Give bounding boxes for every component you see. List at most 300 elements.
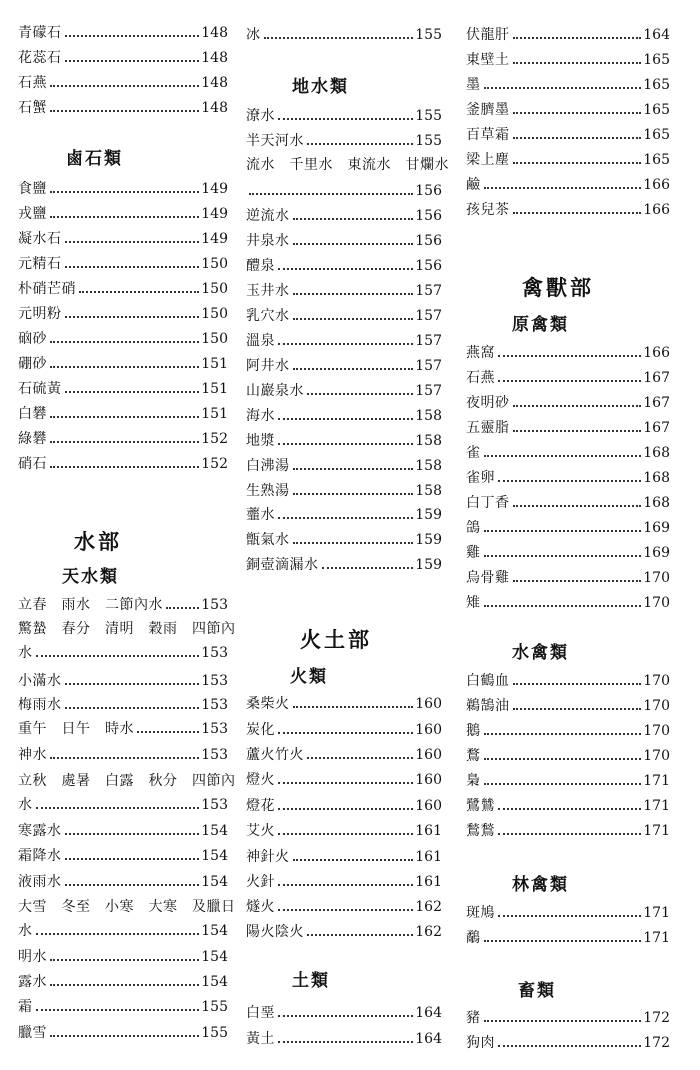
page-number: 169 — [643, 520, 670, 536]
entry-name: 鶩 — [466, 748, 481, 764]
entry-name: 玉井水 — [246, 283, 290, 299]
dot-leader — [307, 143, 413, 145]
entry-name: 艾火 — [246, 823, 275, 839]
page-number: 162 — [415, 899, 442, 915]
page-number: 157 — [415, 383, 442, 399]
page-number: 158 — [415, 458, 442, 474]
index-entry — [246, 867, 442, 891]
page-number: 161 — [415, 823, 442, 839]
page-number: 167 — [643, 395, 670, 411]
index-entry — [246, 765, 442, 789]
entry-name: 斑鳩 — [466, 905, 495, 921]
page-number: 150 — [201, 306, 228, 322]
dot-leader — [50, 341, 199, 343]
index-entry — [466, 716, 670, 740]
entry-name: 五靈脂 — [466, 420, 510, 436]
index-entry — [466, 563, 670, 587]
entry-name: 釜臍墨 — [466, 102, 510, 118]
dot-leader — [166, 607, 199, 609]
entry-name: 白堊 — [246, 1005, 275, 1021]
dot-leader — [293, 468, 414, 470]
page-number: 149 — [201, 206, 228, 222]
dot-leader — [513, 580, 642, 582]
dot-leader — [278, 884, 413, 886]
index-entry — [466, 538, 670, 562]
page-number: 161 — [415, 849, 442, 865]
index-entry — [18, 690, 228, 714]
page-number: 155 — [201, 999, 228, 1015]
entry-name: 百草霜 — [466, 127, 510, 143]
page-number: 153 — [201, 797, 228, 813]
subsection-heading: 火類 — [290, 667, 328, 687]
page-number: 160 — [415, 696, 442, 712]
index-entry — [466, 766, 670, 790]
dot-leader — [513, 112, 642, 114]
dot-leader — [484, 758, 642, 760]
entry-text-line: 大雪 冬至 小寒 大寒 及臘日 — [18, 899, 236, 915]
page-number: 157 — [415, 333, 442, 349]
page-number: 164 — [415, 1005, 442, 1021]
subsection-heading: 原禽類 — [512, 315, 569, 335]
dot-leader — [65, 833, 200, 835]
page-number: 160 — [415, 772, 442, 788]
page-number: 156 — [415, 208, 442, 224]
page-number: 148 — [201, 50, 228, 66]
dot-leader — [484, 87, 642, 89]
entry-name: 孩兒茶 — [466, 202, 510, 218]
index-entry — [246, 740, 442, 764]
page-number: 149 — [201, 231, 228, 247]
entry-name: 立春 雨水 二節內水 — [18, 597, 163, 613]
page-number: 171 — [643, 930, 670, 946]
page-number: 154 — [201, 823, 228, 839]
dot-leader — [484, 605, 642, 607]
dot-leader — [278, 418, 413, 420]
index-entry — [18, 424, 228, 448]
dot-leader — [293, 243, 414, 245]
index-entry — [18, 324, 228, 348]
dot-leader — [50, 416, 199, 418]
index-entry — [466, 1003, 670, 1027]
entry-name: 虀水 — [246, 507, 275, 523]
entry-name: 硇砂 — [18, 331, 47, 347]
entry-name: 水 — [18, 645, 33, 661]
index-entry — [246, 791, 442, 815]
dot-leader — [36, 933, 200, 935]
index-entry — [18, 249, 228, 273]
page-number: 166 — [643, 202, 670, 218]
dot-leader — [293, 293, 414, 295]
entry-name: 鵜鵠油 — [466, 698, 510, 714]
index-entry — [18, 666, 228, 690]
index-entry — [18, 1018, 228, 1042]
entry-name: 白丁香 — [466, 495, 510, 511]
entry-name: 白礬 — [18, 406, 47, 422]
dot-leader — [278, 909, 413, 911]
page-number: 162 — [415, 924, 442, 940]
index-entry — [246, 892, 442, 916]
entry-text-line: 流水 千里水 東流水 甘爛水 — [246, 157, 449, 173]
index-entry — [18, 967, 228, 991]
dot-leader — [484, 1020, 642, 1022]
dot-leader — [484, 187, 642, 189]
entry-name: 石燕 — [466, 370, 495, 386]
page-number: 151 — [201, 356, 228, 372]
entry-name: 陽火陰火 — [246, 924, 304, 940]
page-number: 171 — [643, 798, 670, 814]
page-number: 172 — [643, 1035, 670, 1051]
entry-name: 凝水石 — [18, 231, 62, 247]
page-number: 154 — [201, 848, 228, 864]
entry-name: 寒露水 — [18, 823, 62, 839]
page-number: 154 — [201, 974, 228, 990]
page-number: 170 — [643, 570, 670, 586]
index-entry — [246, 301, 442, 325]
page-number: 170 — [643, 698, 670, 714]
page-number: 156 — [415, 258, 442, 274]
index-entry — [18, 68, 228, 92]
subsection-heading: 林禽類 — [512, 875, 569, 895]
dot-leader — [36, 807, 200, 809]
dot-leader — [293, 706, 414, 708]
page-number: 154 — [201, 874, 228, 890]
index-entry — [246, 500, 442, 524]
entry-name: 溫泉 — [246, 333, 275, 349]
page-number: 170 — [643, 595, 670, 611]
index-entry — [246, 525, 442, 549]
page-number: 165 — [643, 127, 670, 143]
dot-leader — [50, 757, 199, 759]
page-number: 148 — [201, 25, 228, 41]
entry-name: 炭化 — [246, 722, 275, 738]
entry-name: 液雨水 — [18, 874, 62, 890]
page-number: 149 — [201, 181, 228, 197]
entry-name: 霜降水 — [18, 848, 62, 864]
dot-leader — [513, 430, 642, 432]
index-entry — [18, 916, 228, 940]
index-entry — [18, 590, 228, 614]
entry-name: 戎鹽 — [18, 206, 47, 222]
index-entry — [246, 201, 442, 225]
entry-name: 烏骨雞 — [466, 570, 510, 586]
index-entry — [246, 426, 442, 450]
dot-leader — [513, 62, 642, 64]
page-number: 153 — [201, 721, 228, 737]
index-entry — [246, 376, 442, 400]
dot-leader — [50, 959, 199, 961]
subsection-heading: 畜類 — [518, 981, 556, 1001]
dot-leader — [278, 1015, 413, 1017]
dot-leader — [50, 1035, 199, 1037]
entry-name: 露水 — [18, 974, 47, 990]
entry-name: 半天河水 — [246, 133, 304, 149]
dot-leader — [278, 517, 413, 519]
page-number: 170 — [643, 748, 670, 764]
dot-leader — [278, 1041, 413, 1043]
dot-leader — [50, 110, 199, 112]
index-entry — [246, 101, 442, 125]
index-entry — [466, 145, 670, 169]
page-number: 168 — [643, 445, 670, 461]
section-heading: 水部 — [74, 529, 122, 554]
index-entry — [246, 176, 442, 200]
index-entry — [18, 841, 228, 865]
dot-leader — [65, 707, 200, 709]
index-entry — [466, 513, 670, 537]
entry-name: 水 — [18, 923, 33, 939]
entry-name: 神水 — [18, 747, 47, 763]
section-heading: 禽獸部 — [522, 275, 594, 300]
entry-name: 雀 — [466, 445, 481, 461]
index-entry — [466, 741, 670, 765]
index-entry — [466, 588, 670, 612]
index-entry — [18, 93, 228, 117]
page-number: 156 — [415, 233, 442, 249]
dot-leader — [307, 934, 413, 936]
entry-name: 山巖泉水 — [246, 383, 304, 399]
page-number: 158 — [415, 483, 442, 499]
page-number: 159 — [415, 532, 442, 548]
page-number: 157 — [415, 358, 442, 374]
dot-leader — [498, 1045, 641, 1047]
entry-name: 蘆火竹火 — [246, 747, 304, 763]
index-entry — [18, 449, 228, 473]
index-entry — [466, 898, 670, 922]
page-number: 155 — [415, 108, 442, 124]
entry-name: 神針火 — [246, 849, 290, 865]
entry-name: 小滿水 — [18, 673, 62, 689]
page-number: 171 — [643, 823, 670, 839]
dot-leader — [484, 783, 642, 785]
index-entry — [466, 816, 670, 840]
dot-leader — [50, 366, 199, 368]
page-number: 166 — [643, 345, 670, 361]
index-entry — [466, 95, 670, 119]
dot-leader — [484, 555, 642, 557]
dot-leader — [278, 833, 413, 835]
dot-leader — [513, 212, 642, 214]
dot-leader — [65, 60, 200, 62]
index-entry — [18, 199, 228, 223]
entry-name: 燕窩 — [466, 345, 495, 361]
entry-name: 硼砂 — [18, 356, 47, 372]
dot-leader — [513, 405, 642, 407]
dot-leader — [513, 505, 642, 507]
entry-name: 雞 — [466, 545, 481, 561]
dot-leader — [36, 655, 200, 657]
page-number: 157 — [415, 308, 442, 324]
entry-name: 青礞石 — [18, 25, 62, 41]
entry-name: 狗肉 — [466, 1035, 495, 1051]
subsection-heading: 土類 — [292, 971, 330, 991]
dot-leader — [513, 137, 642, 139]
entry-name: 元明粉 — [18, 306, 62, 322]
index-entry — [246, 20, 442, 44]
index-entry — [246, 226, 442, 250]
page-number: 155 — [415, 133, 442, 149]
index-entry — [466, 1028, 670, 1052]
dot-leader — [513, 708, 642, 710]
page-number: 170 — [643, 723, 670, 739]
page-number: 160 — [415, 798, 442, 814]
page-number: 154 — [201, 949, 228, 965]
dot-leader — [293, 218, 414, 220]
dot-leader — [50, 216, 199, 218]
entry-name: 水 — [18, 797, 33, 813]
dot-leader — [278, 732, 413, 734]
dot-leader — [50, 984, 199, 986]
page-number: 153 — [201, 697, 228, 713]
dot-leader — [65, 35, 200, 37]
dot-leader — [484, 733, 642, 735]
page-number: 156 — [415, 183, 442, 199]
dot-leader — [278, 443, 413, 445]
index-entry — [246, 251, 442, 275]
index-entry — [18, 174, 228, 198]
page-number: 171 — [643, 905, 670, 921]
entry-name: 綠礬 — [18, 431, 47, 447]
dot-leader — [50, 466, 199, 468]
entry-text-line: 立秋 處暑 白露 秋分 四節內 — [18, 773, 236, 789]
index-entry — [18, 740, 228, 764]
entry-name: 醴泉 — [246, 258, 275, 274]
index-entry — [246, 917, 442, 941]
entry-name: 伏龍肝 — [466, 27, 510, 43]
page-number: 165 — [643, 77, 670, 93]
page-number: 164 — [415, 1031, 442, 1047]
entry-name: 冰 — [246, 27, 261, 43]
entry-name: 鶖鶖 — [466, 823, 495, 839]
index-entry — [466, 338, 670, 362]
page-number: 151 — [201, 406, 228, 422]
dot-leader — [498, 380, 641, 382]
entry-text-line: 驚蟄 春分 清明 穀雨 四節內 — [18, 621, 236, 637]
index-entry — [246, 276, 442, 300]
page-number: 158 — [415, 433, 442, 449]
entry-name: 生熟湯 — [246, 483, 290, 499]
page-number: 160 — [415, 747, 442, 763]
page-number: 159 — [415, 557, 442, 573]
entry-name: 火針 — [246, 874, 275, 890]
index-entry — [246, 998, 442, 1022]
page-number: 171 — [643, 773, 670, 789]
entry-name: 鷺鷥 — [466, 798, 495, 814]
section-heading: 火土部 — [300, 627, 372, 652]
entry-name: 逆流水 — [246, 208, 290, 224]
index-entry — [466, 413, 670, 437]
entry-name: 夜明砂 — [466, 395, 510, 411]
entry-name: 石蟹 — [18, 100, 47, 116]
entry-name: 鴿 — [466, 520, 481, 536]
dot-leader — [249, 193, 413, 195]
dot-leader — [513, 162, 642, 164]
page-number: 153 — [201, 747, 228, 763]
entry-name: 鵝 — [466, 723, 481, 739]
page-number: 150 — [201, 281, 228, 297]
entry-name: 明水 — [18, 949, 47, 965]
index-entry — [18, 299, 228, 323]
page-number: 169 — [643, 545, 670, 561]
index-entry — [246, 476, 442, 500]
dot-leader — [65, 241, 200, 243]
dot-leader — [513, 37, 642, 39]
page-number: 168 — [643, 470, 670, 486]
entry-name: 乳穴水 — [246, 308, 290, 324]
entry-name: 梅雨水 — [18, 697, 62, 713]
dot-leader — [137, 731, 199, 733]
dot-leader — [50, 191, 199, 193]
entry-name: 白沸湯 — [246, 458, 290, 474]
dot-leader — [278, 782, 413, 784]
dot-leader — [484, 940, 642, 942]
entry-name: 雀卵 — [466, 470, 495, 486]
dot-leader — [484, 455, 642, 457]
index-entry — [466, 923, 670, 947]
entry-name: 霜 — [18, 999, 33, 1015]
entry-name: 豬 — [466, 1010, 481, 1026]
index-entry — [18, 274, 228, 298]
index-entry — [466, 388, 670, 412]
index-entry — [18, 224, 228, 248]
subsection-heading: 鹵石類 — [66, 149, 123, 169]
index-entry — [466, 20, 670, 44]
index-entry — [18, 349, 228, 373]
dot-leader — [498, 355, 641, 357]
dot-leader — [322, 567, 414, 569]
page-number: 170 — [643, 673, 670, 689]
page-number: 153 — [201, 645, 228, 661]
entry-name: 地漿 — [246, 433, 275, 449]
page-number: 159 — [415, 507, 442, 523]
page-number: 152 — [201, 456, 228, 472]
index-entry — [18, 399, 228, 423]
index-entry — [18, 816, 228, 840]
page-number: 153 — [201, 673, 228, 689]
index-entry — [246, 816, 442, 840]
index-entry — [466, 791, 670, 815]
dot-leader — [307, 393, 413, 395]
index-entry — [246, 689, 442, 713]
page-number: 158 — [415, 408, 442, 424]
dot-leader — [278, 808, 413, 810]
page-number: 165 — [643, 152, 670, 168]
page-number: 165 — [643, 102, 670, 118]
index-entry — [18, 714, 228, 738]
page-number: 148 — [201, 100, 228, 116]
index-entry — [466, 438, 670, 462]
index-entry — [466, 488, 670, 512]
page-number: 155 — [201, 1025, 228, 1041]
entry-name: 石硫黃 — [18, 381, 62, 397]
entry-name: 燈火 — [246, 772, 275, 788]
page-number: 167 — [643, 370, 670, 386]
page-number: 160 — [415, 722, 442, 738]
entry-name: 硝石 — [18, 456, 47, 472]
page-number: 157 — [415, 283, 442, 299]
dot-leader — [50, 441, 199, 443]
dot-leader — [65, 884, 200, 886]
index-entry — [246, 351, 442, 375]
entry-name: 墨 — [466, 77, 481, 93]
index-entry — [246, 1024, 442, 1048]
page-number: 151 — [201, 381, 228, 397]
dot-leader — [293, 493, 414, 495]
page-number: 152 — [201, 431, 228, 447]
entry-name: 燧火 — [246, 899, 275, 915]
entry-name: 朴硝芒硝 — [18, 281, 76, 297]
entry-name: 食鹽 — [18, 181, 47, 197]
dot-leader — [65, 391, 200, 393]
